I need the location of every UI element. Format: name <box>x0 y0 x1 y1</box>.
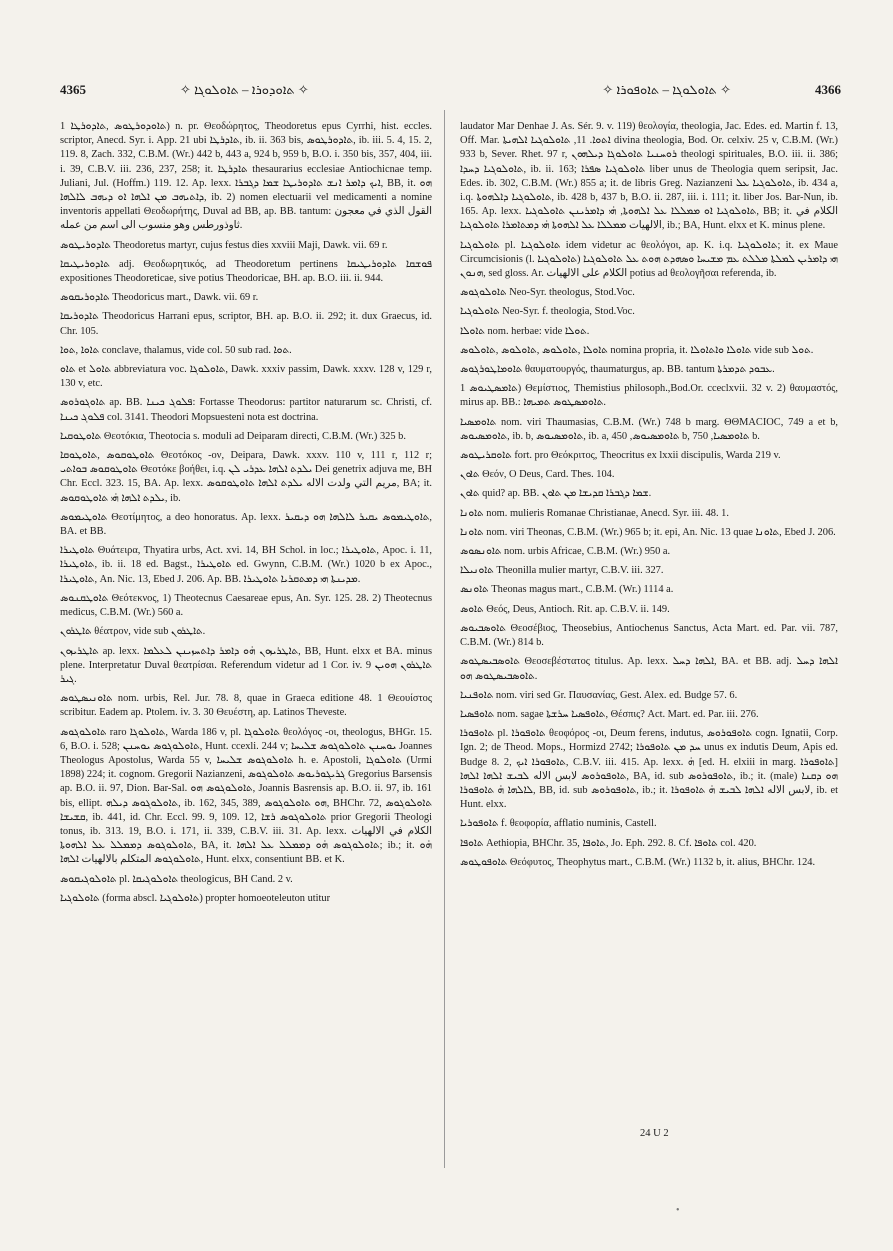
dictionary-entry: ܬܐܘܦܢܝܐ nom. viri sed Gr. Παυσανίας, Gest. Alex. ed. Budge 57. 6. <box>460 689 738 701</box>
dictionary-entry: ܬܐܘܣ Θεός, Deus, Antioch. Rit. ap. C.B.V. ii. 149. <box>460 603 670 615</box>
dictionary-entry: laudator Mar Denhae J. As. Sér. 9. v. 119) θεολογία, theologia, Jac. Edes. ed. Martin f. 13, Off. Mar. ܐܬܘܐ. 11, ܬܐܘܠܘܓܝܐ ܐܠܗܝܬܐ divina theologia, Bod. Or. celxiv. 25 v, C.B.M. (Wr.) 933 b, Sever. Rhet. 97 r, ܪܘܚܢܝܐ ܬܐܘܠܘܓܐ ܕܝܠܗܘܢ theologi spirituales, B.O. iii. ii. 386; ܬܐܘܠܘܓܝܐ ܕܚܕܐ, ib. ii. 163; ܬܐܘܠܘܓܝܐ ܣܦܪܐ liber unus de Theologia quem seripsit, Jac. Edes. ib. 302, C.B.M. (Wr.) 855 a; it. de libris Greg. Nazianzeni ܬܐܘܠܘܓܝܐ ܥܠ, ib. 434 a, i.q. ܬܐܘܠܘܓܝܐ ܕܐܠܗܘܬܐ, ib. 428 b, 437 b, B.O. ii. 287, iii. i. 111; it. liber Jos. Bar-Nun, ib. 165. Ap. lexx. ܬܐܘܠܘܓܝܐ ܐܘ ܡܡܠܠܐ ܥܠ ܐܠܗܘܬܐ, ܗ̇ܝ ܕܐܡܪܝܢܢ ܬܐܘܠܘܓܝܐ, BB; it. الكلام في الالهيات ܡܡܠܠܐ ܥܠ ܐܠܗܘܬܐ ܗ̇ܝ ܕܡܬܐܡܪܐ ܬܐܘܠܘܓܝܐ, ib.; BA, Hunt. elxx et K. minus plene. <box>460 121 839 232</box>
dictionary-entry: ܬܐܘܛܩܢܘܣ Θεότεκνος, 1) Theotecnus Caesareae epus, An. Syr. 125. 28. 2) Theotecnus medicus, C.B.M. (Wr.) 560 a. <box>60 592 432 619</box>
right-column <box>460 120 838 875</box>
left-column <box>60 120 432 911</box>
dictionary-entry: ܬܐܛܪܝܙܘܢ ap. lexx. ܬܐܛܪܝܙܘܢ ܗ̇ܘ ܕܐܡܪ ܕܐܬܚܙܝܢܢ ܠܥܠܡܐ, BB, Hunt. elxx et BA. minus plene. Interpretatur Duval θεατρίσαι. Referendum videtur ad 1 Cor. iv. 9 ܬܐܛܪܘܢ ܗܘܝܢ ܓܝܪ. <box>60 645 433 685</box>
dictionary-entry: ܬܐܘܠܘܓܝܩܘܣ pl. ܬܐܘܠܘܓܝܩܐ theologicus, BH Cand. 2 v. <box>60 873 293 885</box>
running-title-left: ✧ ܬܐܘܕܘܪܐ – ܬܐܘܠܘܓܐ ✧ <box>180 82 309 97</box>
page-number-right: 4366 <box>815 82 841 97</box>
dictionary-entry: ܬܐܘܢܐ nom. mulieris Romanae Christianae, Anecd. Syr. iii. 48. 1. <box>460 507 729 519</box>
dictionary-entry: ܬܐܛܪܘܢ θέατρον, vide sub ܬܐܛܪܘܢ. <box>60 626 206 638</box>
dictionary-entry: ܬܐܘܓܘܪܘܣ ap. BB. ܦܠܘܓ ܟܝܢܐ: Fortasse Theodorus: partitor naturarum sc. Christi, cf. ܦܠܘܓ ܟܝܢܐ col. 3141. Theodori Mopsuesteni nota est doctrina. <box>60 397 433 423</box>
dictionary-entry: ܬܐܘܐ ,ܬܘܐ conclave, thalamus, vide col. 50 sub rad. ܬܘܐ. <box>60 344 292 356</box>
dictionary-entry: ܬܐܘܡܣܝܐ nom. viri Thaumasias, C.B.M. (Wr.) 748 b marg. ΘΘΜΑCΙΟC, 749 a et b, ܬܐܘܡܣܝܘܣ, ib. b, ܬܐܘܡܣܝܘܣ, ib. a, ܬܐܘܡܣܝܘܣ, 450 b, ܬܐܘܡܣܝܐ, 750 b. <box>460 416 838 442</box>
page-speck: • <box>676 1205 680 1216</box>
dictionary-entry: ܬܐܘܦܘܪܝܐ f. θεοφορία, afflatio numinis, Castell. <box>460 818 657 830</box>
page-number-left: 4365 <box>60 82 86 97</box>
dictionary-entry: ܬܐܡܣܛܝܘܣ 1) Θεμίστιος, Themistius philosoph.,Bod.Or. cceclxvii. 32 v. 2) θαυμαστός, mirus ap. BB.: ܬܐܘܡܣܛܘܣ ܬܡܝܗܐ. <box>460 383 839 409</box>
dictionary-entry: ܬܐܘܢܝܣܛܘܣ nom. urbis, Rel. Jur. 78. 8, quae in Graeca editione 48. 1 Θεουίστος scribitur. Eadem ap. Ptolem. iv. 3. 30 Θευέστη, ap. Latinos Theveste. <box>60 693 432 719</box>
dictionary-entry: ܬܐܘܡܐܛܘܪܓܘܣ θαυματουργός, thaumaturgus, ap. BB. tantum ܥܒܘܕ ܬܕܡܪܬܐ. <box>460 364 775 376</box>
dictionary-entry: ܬܐܘܠܐ ,ܬܐܘܠܘܣ ,ܬܐܘܠܘܣ ,ܬܐܘܠܘܣ nomina propria, it. ܬܐܘܠܐ ܘܐܬܐܘܠܐ vide sub ܬܘܠ. <box>460 344 814 356</box>
dictionary-entry: ܬܐܘܢܣ Theonas magus mart., C.B.M. (Wr.) 1114 a. <box>460 584 674 596</box>
dictionary-entry: ܬܐܘܠܘܓܘܣ raro ܬܐܘܠܘܓܐ, Warda 186 v, pl. ܬܐܘܠܘܓܐ θεολόγος -οι, theologus, BHGr. 15. 6, B.O. i. 528; ܬܐܘܠܘܓܘܣ ܝܘܚܢܢ, Hunt. ccexli. 244 v; ܝܘܚܢܢ ܬܐܘܠܘܓܘܣ ܫܠܝܚܐ Joannes Theologus Apostolus, Warda 55 v, ܬܐܘܠܘܓܘܣ ܫܠܝܚܐ h. e. Apostoli, ܬܐܘܠܘܓܐ (Urmi 1898) 224; it. cognom. Gregorii Nazianzeni, ܓܪܝܓܘܪܝܘܣ ܬܐܘܠܘܓܘܣ Gregorius Barsensis ap. B.O. ii. 97, Dion. Bar-Sal. ܬܐܘܠܘܓܘܣ ܗܘ, Joannis Basrensis ap. B.O. ii. 97, ib. 161 bis, ellipt. ܬܐܘܠܘܓܘܣ ܕܝܠܗ, ib. 162, 345, 389, ܗܘ ܬܐܘܠܘܓܘܣ, BHChr. 72, ܬܐܘܠܘܓܘܣ ܩܫܝܫܐ, ib. 441, id. Chr. Eccl. 99. 9, 109. 12, ܬܐܘܠܘܓܘܣ ܪܫܐ prior Gregorii Theologi tonus, ib. 313. 19, B.O. i. 171, ii. 339, C.B.V. iii. 31. Ap. lexx. الكلام في الالهيات ܬܐܘܠܘܓܘܣ ܕܡܡܠܠ ܥܠ ܐܠܗܘܬܐ, BA, it. ܬܐܘܠܘܓܘܣ ܗ̇ܘ ܕܡܡܠܠ ܥܠ ܐܠܗܐ; ib.; it. ܗ̇ܘ ܬܐܘܠܘܓܘܣ المتكلم بالالهيات ܐܠܗܐ, Hunt. elxx, consentiunt BB. et K. <box>60 726 433 866</box>
dictionary-entry: ܬܐܘܠܘܓܘܣ Neo-Syr. theologus, Stod.Voc. <box>460 287 635 299</box>
dictionary-entry: ܬܐܘܣܒܝܣܛܘܣ Θεοσεβέστατος titulus. Ap. lexx. ܐܠܗܐ ܕܚܠ, BA. et BB. adj. ܐܠܗܐ ܕܚܠ ܬܐܘܣܒܝܣܛܘܣ ܗܘ. <box>460 656 838 682</box>
dictionary-entry: ܬܐܘܕܘܪܛܘܣ ,ܬܐܕܘܪܛܐ 1) n. pr. Θεοδώρητος, Theodoretus epus Cyrrhi, hist. eccles. scriptor, Anecd. Syr. i. App. 21 ubi ܬܐܕܪܛܐ, ib. ii. 363 bis, ܬܐܕܘܪܛܘܣ, ib. iii. 5. 4, 15. 2, 119. 8, Zach. 332, C.B.M. (Wr.) 442 b, 443 a, 924 b, 959 b, B.O. i. 350 bis, 357, 404, iii. i. 39, C.B.V. iii. 236, 237, 258; it. ܬܐܕܪܛܐ thesaurarius ecclesiae Antiochicnae temp. Juliani, Jul. (Hoffm.) 119. 12. Ap. lexx. ܐܝܟ ܕܐܡܪ ܐܢܫ ܬܐܕܘܪܝܛܐ ܫܡܐ ܕܓܒܪܐ, BB, it. ܗܘ ܕܐܬܝܗܒ ܡܢ ܐܠܗܐ ܐܘ ܕܝܗܒ ܠܐܠܗܐ, ib. 2) nomen electuarii vel medicamenti a nomine inventoris appellati Θεοδωρήτης, Duval ad BB, ap. BB. tantum: القول الذي في معجون ثاوذورطس وهو منسوب الى اسم من عمله. <box>60 121 433 232</box>
dictionary-entry: ܬܐܘܛܘܩܘܣ ,ܬܐܘܛܘܩܐ Θεοτόκος -ον, Deipara, Dawk. xxxv. 110 v, 111 r, 112 r; ܬܐܘܛܘܩܘܣ ܒܘܐܬܝ Θεοτόκε βοήθει, i.q. ܝܠܕܬ ܐܠܗܐ ܥܕܪܝ ܠܢ Dei genetrix adjuva me, BH Chr. Eccl. 323. 15, BA. Ap. lexx. مريم التي ولدت الاله ܝܠܕܬ ܐܠܗܐ ܬܐܘܛܘܩܘܣ, BA; it. ܝܠܕܬ ܐܠܗܐ ܗ̇ܝ ܬܐܘܛܘܩܘܣ, ib. <box>60 450 432 504</box>
dictionary-entry: ܬܐܘܛܝܡܘܣ Θεοτίμητος, a deo honoratus. Ap. lexx. ܬܐܘܛܝܡܘܣ ܝܩܝܪ ܠܐܠܗܐ ܗܘ ܕܝܩܝܪ, BA. et BB. <box>60 511 432 538</box>
dictionary-entry: ܬܐܘܢܣܘܣ nom. urbis Africae, C.B.M. (Wr.) 950 a. <box>460 546 671 558</box>
running-title-right: ✧ ܬܐܘܠܘܓܐ – ܬܐܘܦܘܪܐ ✧ <box>602 82 731 97</box>
page-header <box>60 82 841 104</box>
dictionary-entry: ܬܐܘܛܝܪܐ Θυάτειρα, Thyatira urbs, Act. xvi. 14, BH Schol. in loc.; ܬܐܘܛܝܪܐ, Apoc. i. 11, ܬܐܘܛܝܪܐ, ib. ii. 18 ed. Bagst., ܬܐܘܛܝܪܐ ed. Gwynn, C.B.M. (Wr.) 1020 b ex Apoc., ܬܐܘܛܝܪܐ, An. Nic. 13, Ebed J. 206. Ap. BB. ܡܕܝܢܬܐ ܗܝ ܕܡܬܩܪܝܐ ܬܐܘܛܝܪܐ. <box>60 545 433 585</box>
dictionary-entry: ܬܐܘܢ quid? ap. BB. ܫܡܐ ܕܓܒܪܐ ܩܕܝܫܐ ܡܢ ܬܐܘܢ. <box>460 488 652 500</box>
dictionary-entry: ܬܐܕܘܪܝܩܐ Theodoricus Harrani epus, scriptor, BH. ap. B.O. ii. 292; it. dux Graecus, id. Chr. 105. <box>60 311 432 337</box>
dictionary-entry: ܬܐܘܠܘܓܝܐ Neo-Syr. f. theologia, Stod.Voc. <box>460 306 635 318</box>
dictionary-entry: ܬܐܘܢ Θεόν, O Deus, Card. Thes. 104. <box>460 469 615 481</box>
dictionary-entry: ܬܐܘܢܝܠܐ Theonilla mulier martyr, C.B.V. iii. 327. <box>460 565 664 577</box>
dictionary-entry: ܬܐܘܦܐ Aethiopia, BHChr. 35, ܬܐܘܦܐ, Jo. Eph. 292. 8. Cf. ܬܐܘܦܐ col. 420. <box>460 837 757 849</box>
dictionary-entry: ܬܐܕܘܪܝܩܘܣ Theodoricus mart., Dawk. vii. 69 r. <box>60 292 259 304</box>
signature-mark: 24 U 2 <box>640 1128 669 1139</box>
dictionary-entry: ܬܐܘ et ܬܐܘܠ abbreviatura voc. ܬܐܘܠܘܓܐ, Dawk. xxxiv passim, Dawk. xxxv. 128 v, 129 r, 130 v, etc. <box>60 364 432 390</box>
dictionary-entry: ܬܐܕܘܪܝܛܝܩܐ adj. Θεοδωρητικός, ad Theodoretum pertinens ܦܘܫܩܐ ܬܐܕܘܪܝܛܝܩܐ expositiones Theodoreticae, sive potius Theodoricae, BH. ap. B.O. iii. ii. 944. <box>60 258 432 285</box>
column-divider <box>444 110 445 1168</box>
dictionary-entry: ܬܐܘܩܪܝܛܘܣ fort. pro Θεόκριτος, Theocritus ex lxxii discipulis, Warda 219 v. <box>460 450 781 462</box>
dictionary-entry: ܬܐܘܣܒܝܘܣ Θεοσέβιος, Theosebius, Antiochenus Sanctus, Acta Mart. ed. Par. vii. 787, C.B.M. (Wr.) 814 b. <box>460 622 838 649</box>
dictionary-entry: ܬܐܘܦܘܪܐ pl. ܬܐܘܦܘܪܐ θεοφόρος -οι, Deum ferens, indutus, ܬܐܘܦܘܪܘܣ cogn. Ignatii, Corp. Ign. 2; de Theod. Mops., Hormizd 2742; ܚܕ ܡܢ ܬܐܘܦܘܪܐ unus ex indutis Deum, Apis ed. Budge 8. 2, ܬܐܘܦܘܪܐ ܐܝܟ, C.B.V. iii. 415. Ap. lexx. ܗ̇ [ed. H. elxiii in marg. ܬܐܘܦܘܪܐ] ܬܐܘܦܘܪܘܣ لابس الاله ܠܒܝܫ ܐܠܗܐ ܐܠܗܐ, BA, id. sub ܬܐܘܦܘܪܘܣ, ib.; it. (male) ܗܘ ܕܩܢܐ ܠܐܠܗܐ ܗ̇ ܬܐܘܦܘܪܐ, BB, id. sub ܬܐܘܦܘܪܘܣ, ib.; it. لابس الاله ܐܠܗܐ ܠܒܝܫ ܗ̇ ܬܐܘܦܘܪܐ, ib. et Hunt. elxx. <box>460 728 839 811</box>
dictionary-entry: ܬܐܘܠܐ nom. herbae: vide ܬܘܠܐ. <box>460 325 590 337</box>
dictionary-entry: ܬܐܕܘܪܝܛܘܣ Theodoretus martyr, cujus festus dies xxviii Maji, Dawk. vii. 69 r. <box>60 239 388 251</box>
dictionary-entry: ܬܐܘܦܘܛܘܣ Θεόφυτος, Theophytus mart., C.B.M. (Wr.) 1132 b, it. alius, BHChr. 124. <box>460 856 816 868</box>
dictionary-entry: ܬܐܘܛܘܩܝܐ Θεοτόκια, Theotocia s. moduli ad Deiparam directi, C.B.M. (Wr.) 325 b. <box>60 430 406 442</box>
dictionary-entry: ܬܐܘܠܘܓܝܐ pl. ܬܐܘܠܘܓܝܐ idem videtur ac θεολόγοι, ap. K. i.q. ܬܐܘܠܘܓܝܐ; it. ex Maue Circumcisionis (l. ܬܐܘܠܘܓܝܐ) ܗܝ ܕܐܡܪܝܢ ܠܡܠܬܐ ܡܠܠܬ ܥܡ ܡܫܝܚܐ ܘܣܗܕܬ ܗܘܬ ܥܠ ܬܐܘܠܘܓܝܐ ܗܢܘܢ, sed gloss. Ar. الكلام على الالهيات potius ad θεολογῆσαι referenda, ib. <box>460 239 838 280</box>
dictionary-entry: ܬܐܘܢܐ nom. viri Theonas, C.B.M. (Wr.) 965 b; it. epi, An. Nic. 13 quae ܬܐܘܢܐ, Ebed J. 206. <box>460 526 836 538</box>
dictionary-entry: ܬܐܘܠܘܓܝܐ (forma abscl. ܬܐܘܠܘܓܝܐ) propter homoeoteleuton utitur <box>60 892 331 904</box>
dictionary-entry: ܬܐܘܦܣܝܐ nom. sagae ܬܐܘܦܣܝܐ ܚܪܫܬܐ, Θέσπις? Act. Mart. ed. Par. iii. 276. <box>460 708 759 720</box>
